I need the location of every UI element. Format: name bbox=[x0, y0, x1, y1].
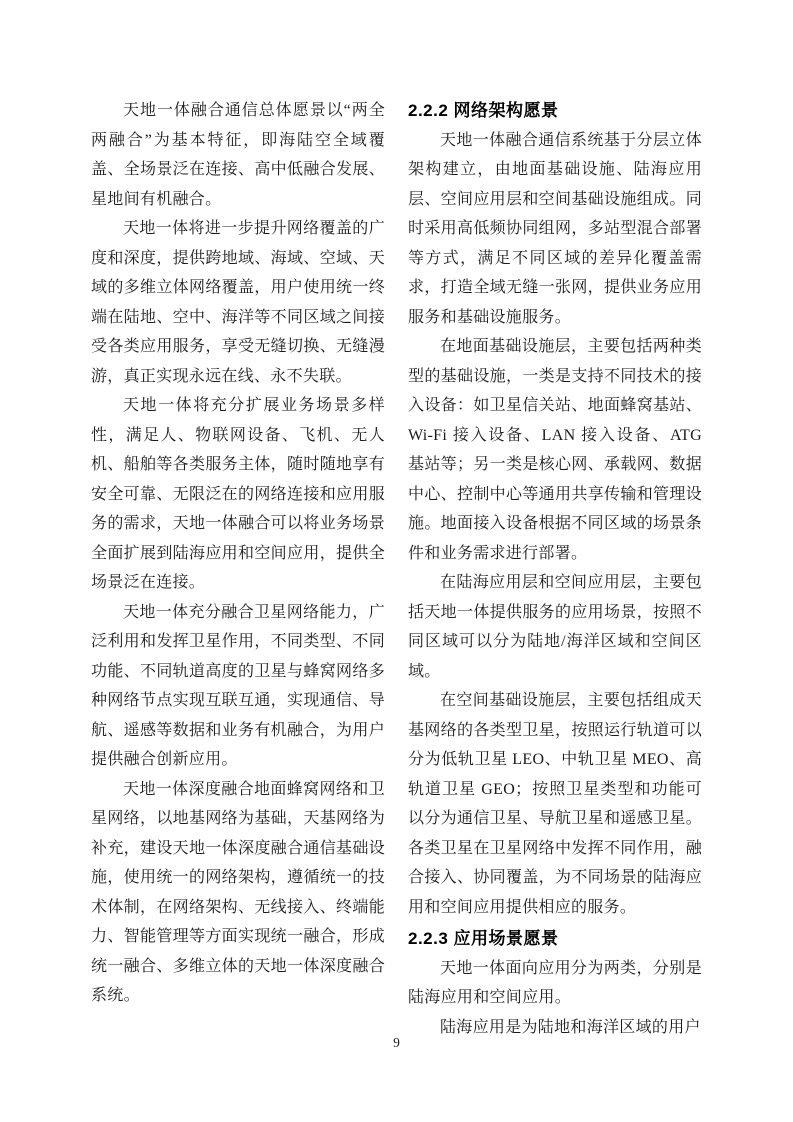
paragraph: 陆海应用是为陆地和海洋区域的用户 bbox=[440, 1018, 701, 1036]
paragraph: 在陆海应用层和空间应用层，主要包括天地一体提供服务的应用场景，按照不同区域可以分为陆地/海洋区域和空间区域。 bbox=[408, 574, 702, 680]
paragraph: 天地一体融合通信系统基于分层立体架构建立，由地面基础设施、陆海应用层、空间应用层和空间基础设施组成。同时采用高低频协同组网，多站型混合部署等方式，满足不同区域的差异化覆盖需求，打造全域无缝一张网，提供业务应用服务和基础设施服务。 bbox=[408, 131, 702, 326]
right-column bbox=[408, 96, 702, 1042]
paragraph: 天地一体融合通信总体愿景以“两全两融合”为基本特征，即海陆空全域覆盖、全场景泛在连接、高中低融合发展、星地间有机融合。 bbox=[91, 102, 385, 208]
section-heading-application-scenarios: 2.2.3 应用场景愿景 bbox=[408, 929, 559, 948]
paragraph: 天地一体充分融合卫星网络能力，广泛利用和发挥卫星作用，不同类型、不同功能、不同轨道高度的卫星与蜂窝网络多种网络节点实现互联互通，实现通信、导航、遥感等数据和业务有机融合，为用户提供融合创新应用。 bbox=[91, 603, 385, 768]
paragraph: 天地一体面向应用分为两类，分别是陆海应用和空间应用。 bbox=[408, 959, 702, 1006]
paragraph: 在空间基础设施层，主要包括组成天基网络的各类型卫星，按照运行轨道可以分为低轨卫星 LEO、中轨卫星 MEO、高轨道卫星 GEO；按照卫星类型和功能可以分为通信卫星、导航卫星和遥感卫星。各类卫星在卫星网络中发挥不同作用，融合接入、协同覆盖，为不同场景的陆海应用和空间应用提供相应的服务。 bbox=[408, 692, 702, 916]
left-column bbox=[91, 96, 385, 1011]
paragraph: 天地一体将进一步提升网络覆盖的广度和深度，提供跨地域、海域、空域、天域的多维立体网络覆盖，用户使用统一终端在陆地、空中、海洋等不同区域之间接受各类应用服务，享受无缝切换、无缝漫游，真正实现永远在线、永不失联。 bbox=[91, 220, 385, 385]
page-number: 9 bbox=[393, 1035, 400, 1050]
paragraph: 天地一体将充分扩展业务场景多样性，满足人、物联网设备、飞机、无人机、船舶等各类服务主体，随时随地享有安全可靠、无限泛在的网络连接和应用服务的需求，天地一体融合可以将业务场景全面扩展到陆海应用和空间应用，提供全场景泛在连接。 bbox=[91, 397, 385, 591]
section-heading-network-architecture: 2.2.2 网络架构愿景 bbox=[408, 101, 559, 120]
paragraph: 天地一体深度融合地面蜂窝网络和卫星网络，以地基网络为基础，天基网络为补充，建设天地一体深度融合通信基础设施，使用统一的网络架构，遵循统一的技术体制，在网络架构、无线接入、终端能力、智能管理等方面实现统一融合，形成统一融合、多维立体的天地一体深度融合系统。 bbox=[91, 780, 385, 1004]
paragraph: 在地面基础设施层，主要包括两种类型的基础设施，一类是支持不同技术的接入设备：如卫星信关站、地面蜂窝基站、Wi-Fi 接入设备、LAN 接入设备、ATG 基站等；另一类是核心网、承载网、数据中心、控制中心等通用共享传输和管理设施。地面接入设备根据不同区域的场景条件和业务需求进行部署。 bbox=[408, 338, 702, 562]
